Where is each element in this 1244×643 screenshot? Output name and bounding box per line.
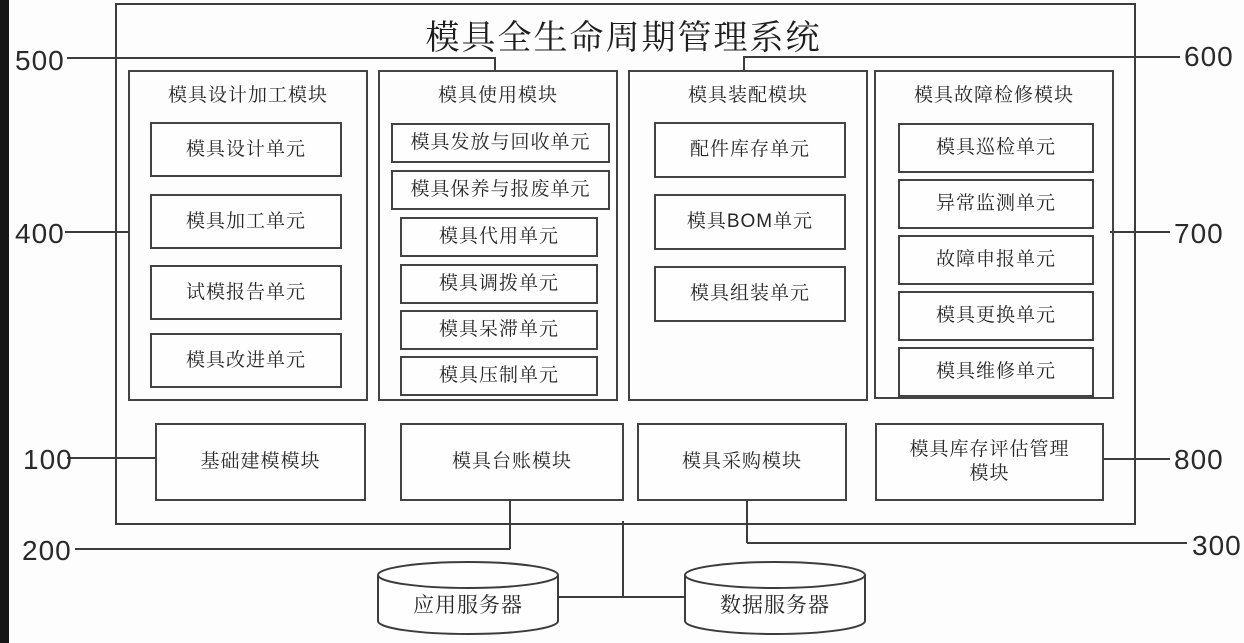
module-box-inventory-evaluation xyxy=(875,423,1104,501)
unit-box-trial-report: 试模报告单元 xyxy=(150,265,342,320)
unit-box-transfer: 模具调拨单元 xyxy=(400,264,598,304)
unit-box-fault-reporting: 故障申报单元 xyxy=(898,235,1094,285)
module-box-ledger: 模具台账模块 xyxy=(400,423,624,501)
unit-box-mold-repair: 模具维修单元 xyxy=(898,347,1094,397)
module-box-fault-repair xyxy=(874,70,1114,399)
module-box-usage xyxy=(378,70,618,401)
unit-box-mold-improvement: 模具改进单元 xyxy=(150,333,342,388)
unit-box-substitution: 模具代用单元 xyxy=(400,217,598,257)
ref-label-100: 100 xyxy=(23,444,73,475)
ref-label-600: 600 xyxy=(1184,41,1234,72)
ref-label-500: 500 xyxy=(15,45,65,76)
module-label: 模具设计加工模块 xyxy=(167,85,328,106)
module-box-design-processing xyxy=(128,70,368,401)
unit-box-anomaly-monitoring: 异常监测单元 xyxy=(898,179,1094,229)
unit-box-mold-bom: 模具BOM单元 xyxy=(654,194,846,250)
unit-box-patrol-inspection: 模具巡检单元 xyxy=(898,123,1094,173)
unit-box-issue-recycle: 模具发放与回收单元 xyxy=(391,123,610,163)
application-server-label: 应用服务器 xyxy=(413,594,523,617)
module-label: 模具使用模块 xyxy=(437,85,558,106)
unit-box-pressing: 模具压制单元 xyxy=(400,356,598,396)
unit-box-mold-processing: 模具加工单元 xyxy=(150,194,342,249)
ref-label-800: 800 xyxy=(1174,444,1224,475)
ref-label-700: 700 xyxy=(1174,218,1224,249)
module-box-purchase: 模具采购模块 xyxy=(637,423,847,501)
unit-box-maintenance-scrap: 模具保养与报废单元 xyxy=(391,170,610,210)
ref-label-400: 400 xyxy=(15,218,65,249)
ref-label-200: 200 xyxy=(22,535,72,566)
unit-box-idle: 模具呆滞单元 xyxy=(400,310,598,350)
module-box-base-modeling: 基础建模模块 xyxy=(155,423,366,501)
unit-box-mold-replacement: 模具更换单元 xyxy=(898,291,1094,341)
data-server-label: 数据服务器 xyxy=(720,594,830,617)
unit-box-parts-inventory: 配件库存单元 xyxy=(654,122,846,178)
unit-box-mold-assembly: 模具组装单元 xyxy=(654,266,846,322)
module-label: 模具故障检修模块 xyxy=(913,85,1074,106)
diagram-title: 模具全生命周期管理系统 xyxy=(425,19,822,57)
unit-box-mold-design: 模具设计单元 xyxy=(150,122,342,177)
module-box-assembly xyxy=(628,70,868,401)
module-label: 模具装配模块 xyxy=(687,85,808,106)
module-label: 模具库存评估管理模块 xyxy=(909,439,1070,484)
ref-label-300: 300 xyxy=(1192,530,1242,561)
